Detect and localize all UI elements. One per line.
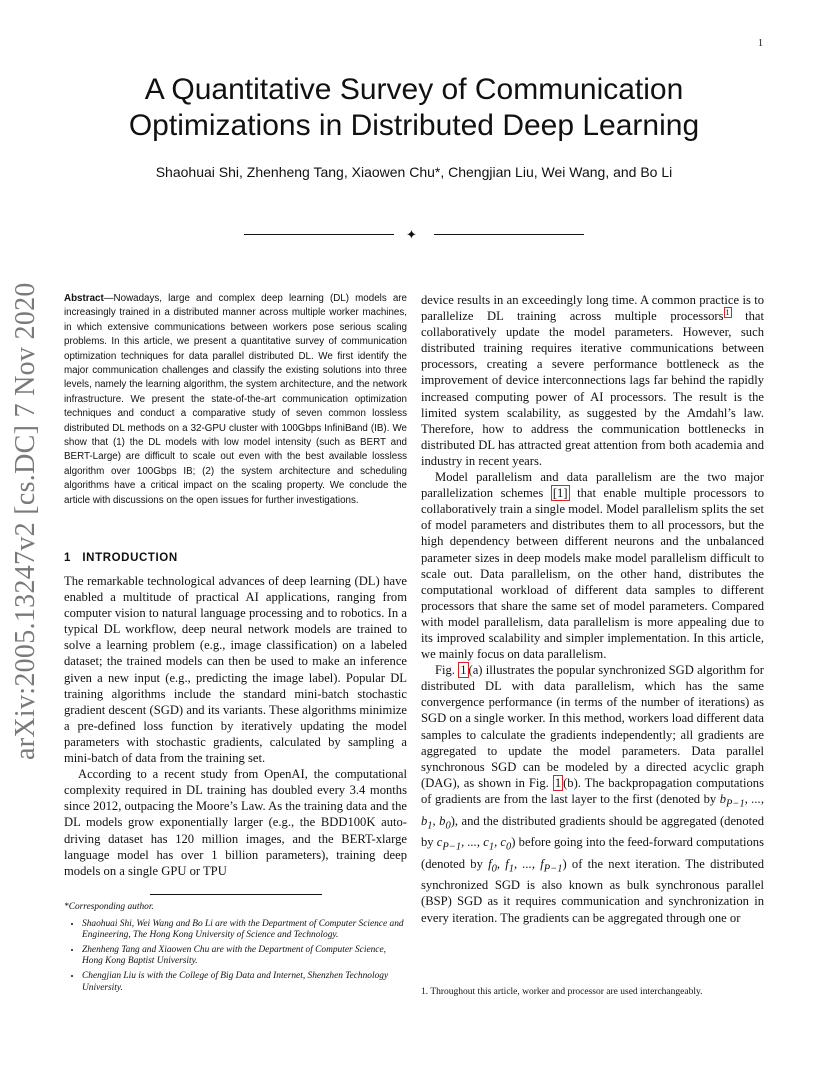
math-sub: 1 xyxy=(508,863,515,875)
affiliation-list xyxy=(64,919,407,995)
text-run: (a) illustrates the popular synchronized SGD algorithm for distributed DL with data parallelism, which has the same convergence performance (in terms of the number of iterations) as SGD on a single worker. In this method, workers load different data samples to calculate the gradients independently; all gradients are aggregated to update the model parameters. Data parallel synchronous SGD can be modeled by a directed acyclic graph (DAG), as shown in Fig. xyxy=(421,663,764,790)
title-line-2: Optimizations in Distributed Deep Learning xyxy=(128,109,700,142)
text-run: ) before going into the feed-forward computations (denoted by xyxy=(421,835,764,871)
text-run: that enable multiple processors to collaboratively train a single model. Model parallelism splits the set of model parameters and distributes them to all processors, but the high dependency between different neurons and the unbalanced parameter sizes in deep models make model parallelism difficult to scale out. Data parallelism, on the other hand, distributes the computational workload of different data samples to different processors that share the same set of model parameters. Compared with model parallelism, data parallelism is more appealing due to its improved scalability and simpler implementation. In this article, we mainly focus on data parallelism. xyxy=(421,486,765,662)
math-run: c xyxy=(436,835,443,850)
math-sub: P−1 xyxy=(442,841,462,853)
math-f-sequence xyxy=(488,856,563,875)
math-c-sequence xyxy=(436,835,512,853)
math-sub: 0 xyxy=(506,841,512,853)
title-line-1: A Quantitative Survey of Communication xyxy=(144,73,684,106)
divider-line-right xyxy=(434,234,584,235)
page-footnote: 1. Throughout this article, worker and processor are used interchangeably. xyxy=(421,987,703,997)
text-run: ), and the distributed gradients should be aggregated (denoted by xyxy=(421,813,765,850)
abstract-text: —Nowadays, large and complex deep learning (DL) models are increasingly trained in a distributed manner across multiple worker machines, in which extensive communications between workers pose serious scaling problems. In this article, we present a quantitative survey of communication optimization techniques for data parallel distributed DL. We first identify the major communication challenges and classify the existing solutions into three levels, namely the learning algorithm, the system architecture, and the network infrastructure. We present the state-of-the-art communication optimization techniques and conduct a comparative study of seven common lossless distributed DL methods on a 32-GPU cluster with 100Gbps InfiniBand (IB). We show that (1) the DL models with low model intensity (such as BERT and BERT-Large) are difficult to scale out even with the best available lossless algorithm over 100Gbps IB; (2) the system architecture and scheduling algorithms have a critical impact on the scaling property. We conclude the article with discussions on the open issues for further investigations. xyxy=(64,293,407,506)
text-run: that collaboratively update the model parameters. However, such distributed training requires iterative communications between processors, creating a severe performance bottleneck as the improvement of device interconnections lags far behind the rapidly increased computing power of AI processors. The result is the limited system scalability, as suggested by the Amdahl’s law. Therefore, how to address the communication bottlenecks in distributed DL has attracted great attention from both academia and industry in recent years. xyxy=(421,309,764,468)
author-footnotes xyxy=(64,902,407,997)
math-run: f xyxy=(488,856,492,871)
math-sub: 0 xyxy=(491,863,497,875)
math-sub: P−1 xyxy=(543,863,563,875)
footnote-ref-link[interactable]: 1 xyxy=(725,307,730,317)
introduction-body xyxy=(64,573,407,879)
math-run: , ..., c xyxy=(461,835,489,850)
text-run: Model parallelism and data parallelism are the two major parallelization schemes xyxy=(421,470,764,501)
affiliation-item: • Shaohuai Shi, Wei Wang and Bo Li are with the Department of Computer Science and Engineering, The Hong Kong University of Science and Technology. xyxy=(82,919,407,942)
math-run: , ..., f xyxy=(514,856,544,871)
paper-title xyxy=(60,72,768,144)
intro-paragraph-2: According to a recent study from OpenAI, the computational complexity required in DL training has doubled every 3.4 months since 2012, outpacing the Moore’s Law. As the training data and the DL models grow exponentially larger (e.g., the BDD100K auto-driving dataset has 120 million images, and the BERT-xlarge language model has over 1 billion parameters), training deep models on a single GPU or TPU xyxy=(64,767,407,878)
math-sub: 1 xyxy=(488,841,495,853)
left-column xyxy=(64,292,407,878)
math-sub: 1 xyxy=(427,820,433,832)
intro-paragraph-1: The remarkable technological advances of deep learning (DL) have enabled a multitude of practical AI applications, ranging from computer vision to natural language processing and to robotics. In a typical DL workflow, deep neural network models are trained to solve a learning problem (e.g., image classification) on a labeled dataset; the trained models can then be used to make an inference given a new input (e.g., predicting the image label). Popular DL training algorithms include the standard mini-batch stochastic gradient descent (SGD) and its variants. These algorithms minimize a pre-defined loss function by iteratively updating the model parameters with stochastic gradients, calculated by sampling a mini-batch of data from the training set. xyxy=(64,574,407,766)
title-divider xyxy=(244,228,584,242)
page-number: 1 xyxy=(758,38,763,49)
math-run: , b xyxy=(432,813,446,828)
affiliation-item: • Chengjian Liu is with the College of Big Data and Internet, Shenzhen Technology University. xyxy=(82,971,407,994)
math-run: , f xyxy=(496,856,509,871)
divider-line-left xyxy=(244,234,394,235)
diamond-icon: ✦ xyxy=(406,227,417,242)
figure-ref-link[interactable]: 1 xyxy=(554,775,562,790)
math-run: , c xyxy=(494,835,507,850)
right-paragraph-1 xyxy=(421,292,764,469)
right-column xyxy=(421,292,764,926)
text-run: ) of the next iteration. The distributed synchronized SGD is also known as bulk synchronous parallel (BSP) SGD as it requires communication and synchronization in every iteration. The gradients can be aggregated through one or xyxy=(421,856,765,925)
affiliation-item: • Zhenheng Tang and Xiaowen Chu are with the Department of Computer Science, Hong Kong Baptist University. xyxy=(82,945,407,968)
text-run: device results in an exceedingly long time. A common practice is to parallelize DL training across multiple processors xyxy=(421,293,764,324)
right-paragraph-2 xyxy=(421,469,764,662)
citation-link[interactable]: [1] xyxy=(552,486,568,501)
section-number: 1 xyxy=(64,552,71,564)
math-run: b xyxy=(719,791,727,806)
footnote-rule xyxy=(150,894,322,895)
abstract xyxy=(64,292,407,508)
math-sub: 0 xyxy=(445,820,451,832)
math-sub: P−1 xyxy=(726,798,745,810)
text-run: Fig. xyxy=(435,663,459,678)
abstract-label: Abstract xyxy=(64,293,104,304)
right-paragraph-3 xyxy=(421,662,764,925)
math-run: , ..., b xyxy=(421,791,765,828)
arxiv-identifier-stamp: arXiv:2005.13247v2 [cs.DC] 7 Nov 2020 xyxy=(10,282,41,760)
figure-ref-link[interactable]: 1 xyxy=(460,663,467,678)
text-run: (b). The backpropagation computations of gradients are from the last layer to the first (denoted by xyxy=(421,775,764,806)
section-heading-introduction xyxy=(64,552,178,564)
corresponding-author-note: *Corresponding author. xyxy=(64,902,154,912)
author-list: Shaohuai Shi, Zhenheng Tang, Xiaowen Chu*, Chengjian Liu, Wei Wang, and Bo Li xyxy=(155,164,673,180)
section-title: INTRODUCTION xyxy=(82,552,178,564)
